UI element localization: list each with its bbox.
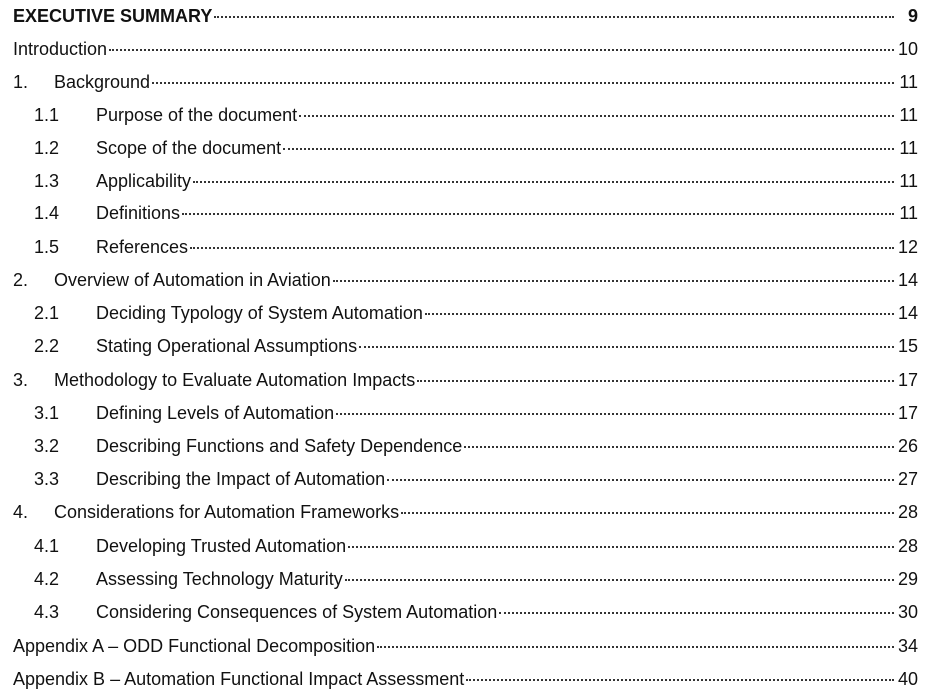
dot-leader [345,579,894,581]
toc-entry-title: Purpose of the document [96,105,298,125]
dot-leader [214,16,894,18]
toc-entry-trusted-automation[interactable] [34,530,928,563]
toc-entry-number: 1.3 [34,171,60,191]
toc-entry-title: Describing the Impact of Automation [96,469,386,489]
toc-entry-number: 4.1 [34,536,60,556]
toc-entry-typology[interactable] [34,297,928,330]
toc-entry-levels-automation[interactable] [34,397,928,430]
toc-entry-functions-safety[interactable] [34,430,928,463]
toc-entry-title: Definitions [96,203,181,223]
toc-entry-page: 17 [897,370,918,390]
toc-entry-title: Stating Operational Assumptions [96,336,358,356]
toc-entry-consequences[interactable] [34,596,928,629]
toc-entry-references[interactable] [34,231,928,264]
toc-entry-number: 4. [13,502,29,522]
dot-leader [193,181,894,183]
dot-leader [499,612,894,614]
toc-entry-title: Appendix B – Automation Functional Impact Assessment [13,669,465,689]
toc-entry-technology-maturity[interactable] [34,563,928,596]
toc-entry-page: 9 [907,6,918,26]
toc-entry-number: 2.2 [34,336,60,356]
toc-entry-title: Developing Trusted Automation [96,536,347,556]
toc-entry-page: 14 [897,270,918,290]
toc-entry-applicability[interactable] [34,165,928,198]
toc-entry-title: Deciding Typology of System Automation [96,303,423,323]
toc-entry-number: 2.1 [34,303,60,323]
dot-leader [387,479,894,481]
toc-entry-page: 10 [897,39,918,59]
toc-entry-page: 15 [897,336,918,356]
toc-entry-considerations[interactable] [13,496,928,529]
toc-entry-page: 28 [897,502,918,522]
dot-leader [333,280,894,282]
toc-entry-page: 11 [899,138,918,158]
toc-entry-number: 4.2 [34,569,60,589]
toc-entry-appendix-a[interactable] [13,630,928,663]
dot-leader [359,346,894,348]
dot-leader [466,679,894,681]
toc-entry-title: Describing Functions and Safety Dependence [96,436,463,456]
toc-entry-number: 2. [13,270,29,290]
toc-entry-number: 3.1 [34,403,60,423]
toc-entry-introduction[interactable] [13,33,928,66]
toc-entry-appendix-b[interactable] [13,663,928,696]
toc-entry-number: 3.2 [34,436,60,456]
dot-leader [299,115,894,117]
toc-entry-executive-summary[interactable] [13,0,928,33]
toc-entry-methodology[interactable] [13,364,928,397]
toc-entry-title: Appendix A – ODD Functional Decomposition [13,636,376,656]
toc-entry-page: 11 [899,105,918,125]
toc-entry-title: Overview of Automation in Aviation [54,270,331,290]
toc-entry-title: Considerations for Automation Frameworks [54,502,400,522]
toc-entry-number: 1.4 [34,203,60,223]
toc-entry-definitions[interactable] [34,197,928,230]
toc-entry-page: 26 [897,436,918,456]
toc-entry-number: 3. [13,370,29,390]
toc-entry-title: EXECUTIVE SUMMARY [13,6,213,26]
toc-entry-page: 27 [897,469,918,489]
toc-entry-number: 1. [13,72,29,92]
toc-entry-page: 12 [897,237,918,257]
dot-leader [109,49,894,51]
toc-entry-page: 34 [897,636,918,656]
toc-entry-title: Background [54,72,151,92]
toc-entry-title: Considering Consequences of System Automation [96,602,498,622]
dot-leader [417,380,894,382]
toc-entry-page: 11 [899,171,918,191]
dot-leader [348,546,894,548]
dot-leader [152,82,894,84]
toc-entry-title: Assessing Technology Maturity [96,569,343,589]
dot-leader [182,213,894,215]
dot-leader [283,148,894,150]
toc-entry-page: 14 [897,303,918,323]
toc-entry-background[interactable] [13,66,928,99]
toc-entry-overview-automation[interactable] [13,264,928,297]
toc-entry-number: 3.3 [34,469,60,489]
toc-entry-title: Scope of the document [96,138,282,158]
toc-entry-title: References [96,237,189,257]
toc-entry-title: Methodology to Evaluate Automation Impacts [54,370,416,390]
toc-entry-scope[interactable] [34,132,928,165]
toc-entry-title: Defining Levels of Automation [96,403,335,423]
toc-entry-page: 17 [897,403,918,423]
toc-entry-page: 11 [899,203,918,223]
toc-entry-assumptions[interactable] [34,330,928,363]
toc-entry-page: 40 [897,669,918,689]
toc-entry-page: 28 [897,536,918,556]
toc-entry-page: 11 [899,72,918,92]
toc-entry-number: 1.2 [34,138,60,158]
dot-leader [190,247,894,249]
toc-entry-title: Applicability [96,171,192,191]
toc-entry-title: Introduction [13,39,108,59]
toc-entry-number: 4.3 [34,602,60,622]
dot-leader [336,413,894,415]
dot-leader [425,313,894,315]
dot-leader [401,512,894,514]
toc-entry-impact-automation[interactable] [34,463,928,496]
toc-entry-number: 1.5 [34,237,60,257]
toc-entry-purpose[interactable] [34,99,928,132]
toc-entry-page: 30 [897,602,918,622]
dot-leader [377,646,894,648]
toc-entry-page: 29 [897,569,918,589]
toc-entry-number: 1.1 [34,105,60,125]
dot-leader [464,446,894,448]
